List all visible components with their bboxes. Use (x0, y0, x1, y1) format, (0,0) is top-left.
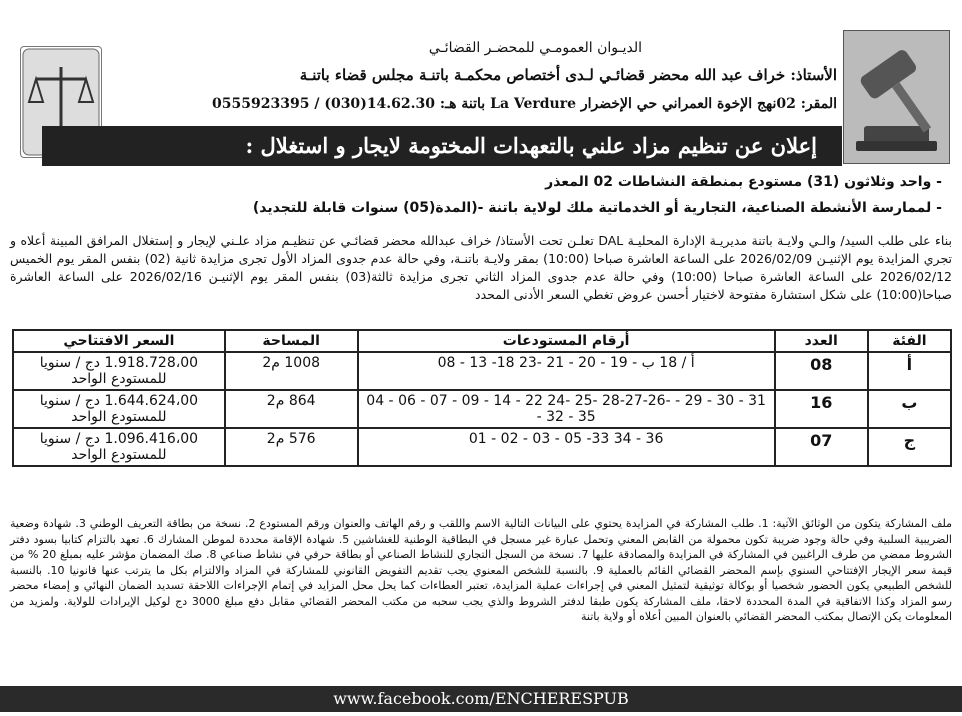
header-area: المساحة (225, 330, 358, 352)
subtitle-line-2: - لممارسة الأنشطة الصناعية، التجارية أو الخدماتية ملك لولاية باتنة -(المدة(05) سنوات قابلة للتجديد) (252, 200, 942, 216)
row-count: 07 (775, 428, 868, 466)
row-area: 1008 م2 (225, 352, 358, 390)
header-numbers: أرقام المستودعات (358, 330, 775, 352)
table-row (13, 428, 951, 466)
bailiff-line: الأستاذ: خراف عبد الله محضر قضائـي لـدى أختصاص محكمـة باتنـة مجلس قضاء باتنـة (299, 66, 837, 84)
required-documents: ملف المشاركة يتكون من الوثائق الآتية: 1. طلب المشاركة في المزايدة يحتوي على البيانات التالية الاسم واللقب و رقم الهاتف والعنوان ورقم المستودع 2. نسخة من بطاقة التعريف الوطني 3. شهادة وضعية الضريبية السلبية وفي حالة وجود ضريبة تكون محمولة من القابض المعني وتحمل عبارة غير مسجل في البطاقية الوطنية للغشاشين 5. شهادة الإقامة محددة لموطن المشارك 6. تعهد بالتزام كتابيا بسود دفتر الشروط ممضي من طرف الراغبين في المشاركة في المزايدة والمصادقة عليها 7. نسخة من السجل التجاري للنشاط الصناعي أو بطاقة حرفي في نشاط صناعي 8. صك المضمان مؤشر عليه بمبلغ 20 % من قيمة سعر الإيجار الإفتتاحي السنوي بإسم المحضر القضائي القائم بالعملية 9. بالنسبة للشخص المعنوي يجب تقديم التفويض القانوني للمشاركة في المزاد والالتزام بكل ما يترتب عنها قانونيا 10. بالنسبة للشخص الطبيعي يكون الحضور شخصيا أو بوكالة توثيقية لتمثيل المعني في إجراءات عملية المزايدة، تعتبر العطاءات كما يحل محل المزايد في إتمام الإجراءات اللاحقة تسديد الضمان النهائي و إمضاء محضر رسو المزاد وكذا الاتفاقية في المدة المحددة لاحقا، ملف المشاركة يكون طبقا لدفتر الشروط والذي يجب سحبه من مكتب المحضر القضائي مقابل دفع مبلغ 3000 دج لوكيل الإيرادات للولاية. ولمزيد من المعلومات يكن الإتصال بمكتب المحضر القضائي بالعنوان المبين أعلاه أو ولاية باتنة (10, 517, 953, 623)
intro-paragraph: بناء على طلب السيد/ والـي ولايـة باتنة مديريـة الإدارة المحليـة DAL تعلـن تحت الأستاذ/ خراف عبدالله محضر قضائـي عن تنظيـم مزاد علـني لإيجار و إستغلال المرافق المبينة أعلاه و تجري المزايدة يوم الإثنيـن 2026/02/09 على الساعة العاشرة صباحا (10:00) بمقر ولايـة باتنـة، وفي حالة عدم جدوى المزاد الأول تجرى مزايدة ثانية (02) بنفس المقر يوم الخميس 2026/02/12 على الساعة العاشرة صباحا (10:00) وفي حالة عدم جدوى المزاد الثاني تجرى مزايدة ثالثة(03) بنفس المقر يوم الإثنيـن 2026/02/16 على الساعة العاشرة صباحا(10:00) على شكل استشارة مفتوحة لاختيار أحسن عروض تغطي السعر الأدنى المحدد (10, 233, 953, 302)
table-row (13, 352, 951, 390)
address-line: المقر: 02نهج الإخوة العمراني حي الإخضرار La Verdure باتنة هـ: 14.62.30(030) / 0555923395 (212, 96, 837, 112)
row-category: أ (868, 352, 951, 390)
header-count: العدد (775, 330, 868, 352)
row-count: 08 (775, 352, 868, 390)
row-numbers: 04 - 06 - 07 - 09 - 14 - 22 24- 25- 28-27-26- - 29 - 30 - 31 - 32 - 35 (358, 390, 775, 428)
row-price: 1.644.624،00 دج / سنويا للمستودع الواحد (13, 390, 225, 428)
row-numbers: 01 - 02 - 03 - 05 -33 34 - 36 (358, 428, 775, 466)
table-row (13, 390, 951, 428)
row-category: ج (868, 428, 951, 466)
header-price: السعر الافتتاحي (13, 330, 225, 352)
row-area: 864 م2 (225, 390, 358, 428)
facebook-link[interactable]: www.facebook.com/ENCHERESPUB (0, 686, 962, 712)
row-count: 16 (775, 390, 868, 428)
row-price: 1.918.728،00 دج / سنويا للمستودع الواحد (13, 352, 225, 390)
subtitle-line-1: - واحد وثلاثون (31) مستودع بمنطقة النشاطات 02 المعذر (545, 174, 942, 190)
row-area: 576 م2 (225, 428, 358, 466)
office-title: الديـوان العمومـي للمحضـر القضائـي (428, 40, 642, 56)
row-price: 1.096.416،00 دج / سنويا للمستودع الواحد (13, 428, 225, 466)
gavel-icon (843, 30, 950, 164)
row-category: ب (868, 390, 951, 428)
warehouse-table (12, 329, 952, 467)
header-category: الفئة (868, 330, 951, 352)
row-numbers: 08 - 13 -18 أ / 18 ب - 19 - 20 - 21 -23 (358, 352, 775, 390)
notice-banner: إعلان عن تنظيم مزاد علني بالتعهدات المختومة لايجار و استغلال : (42, 126, 842, 166)
